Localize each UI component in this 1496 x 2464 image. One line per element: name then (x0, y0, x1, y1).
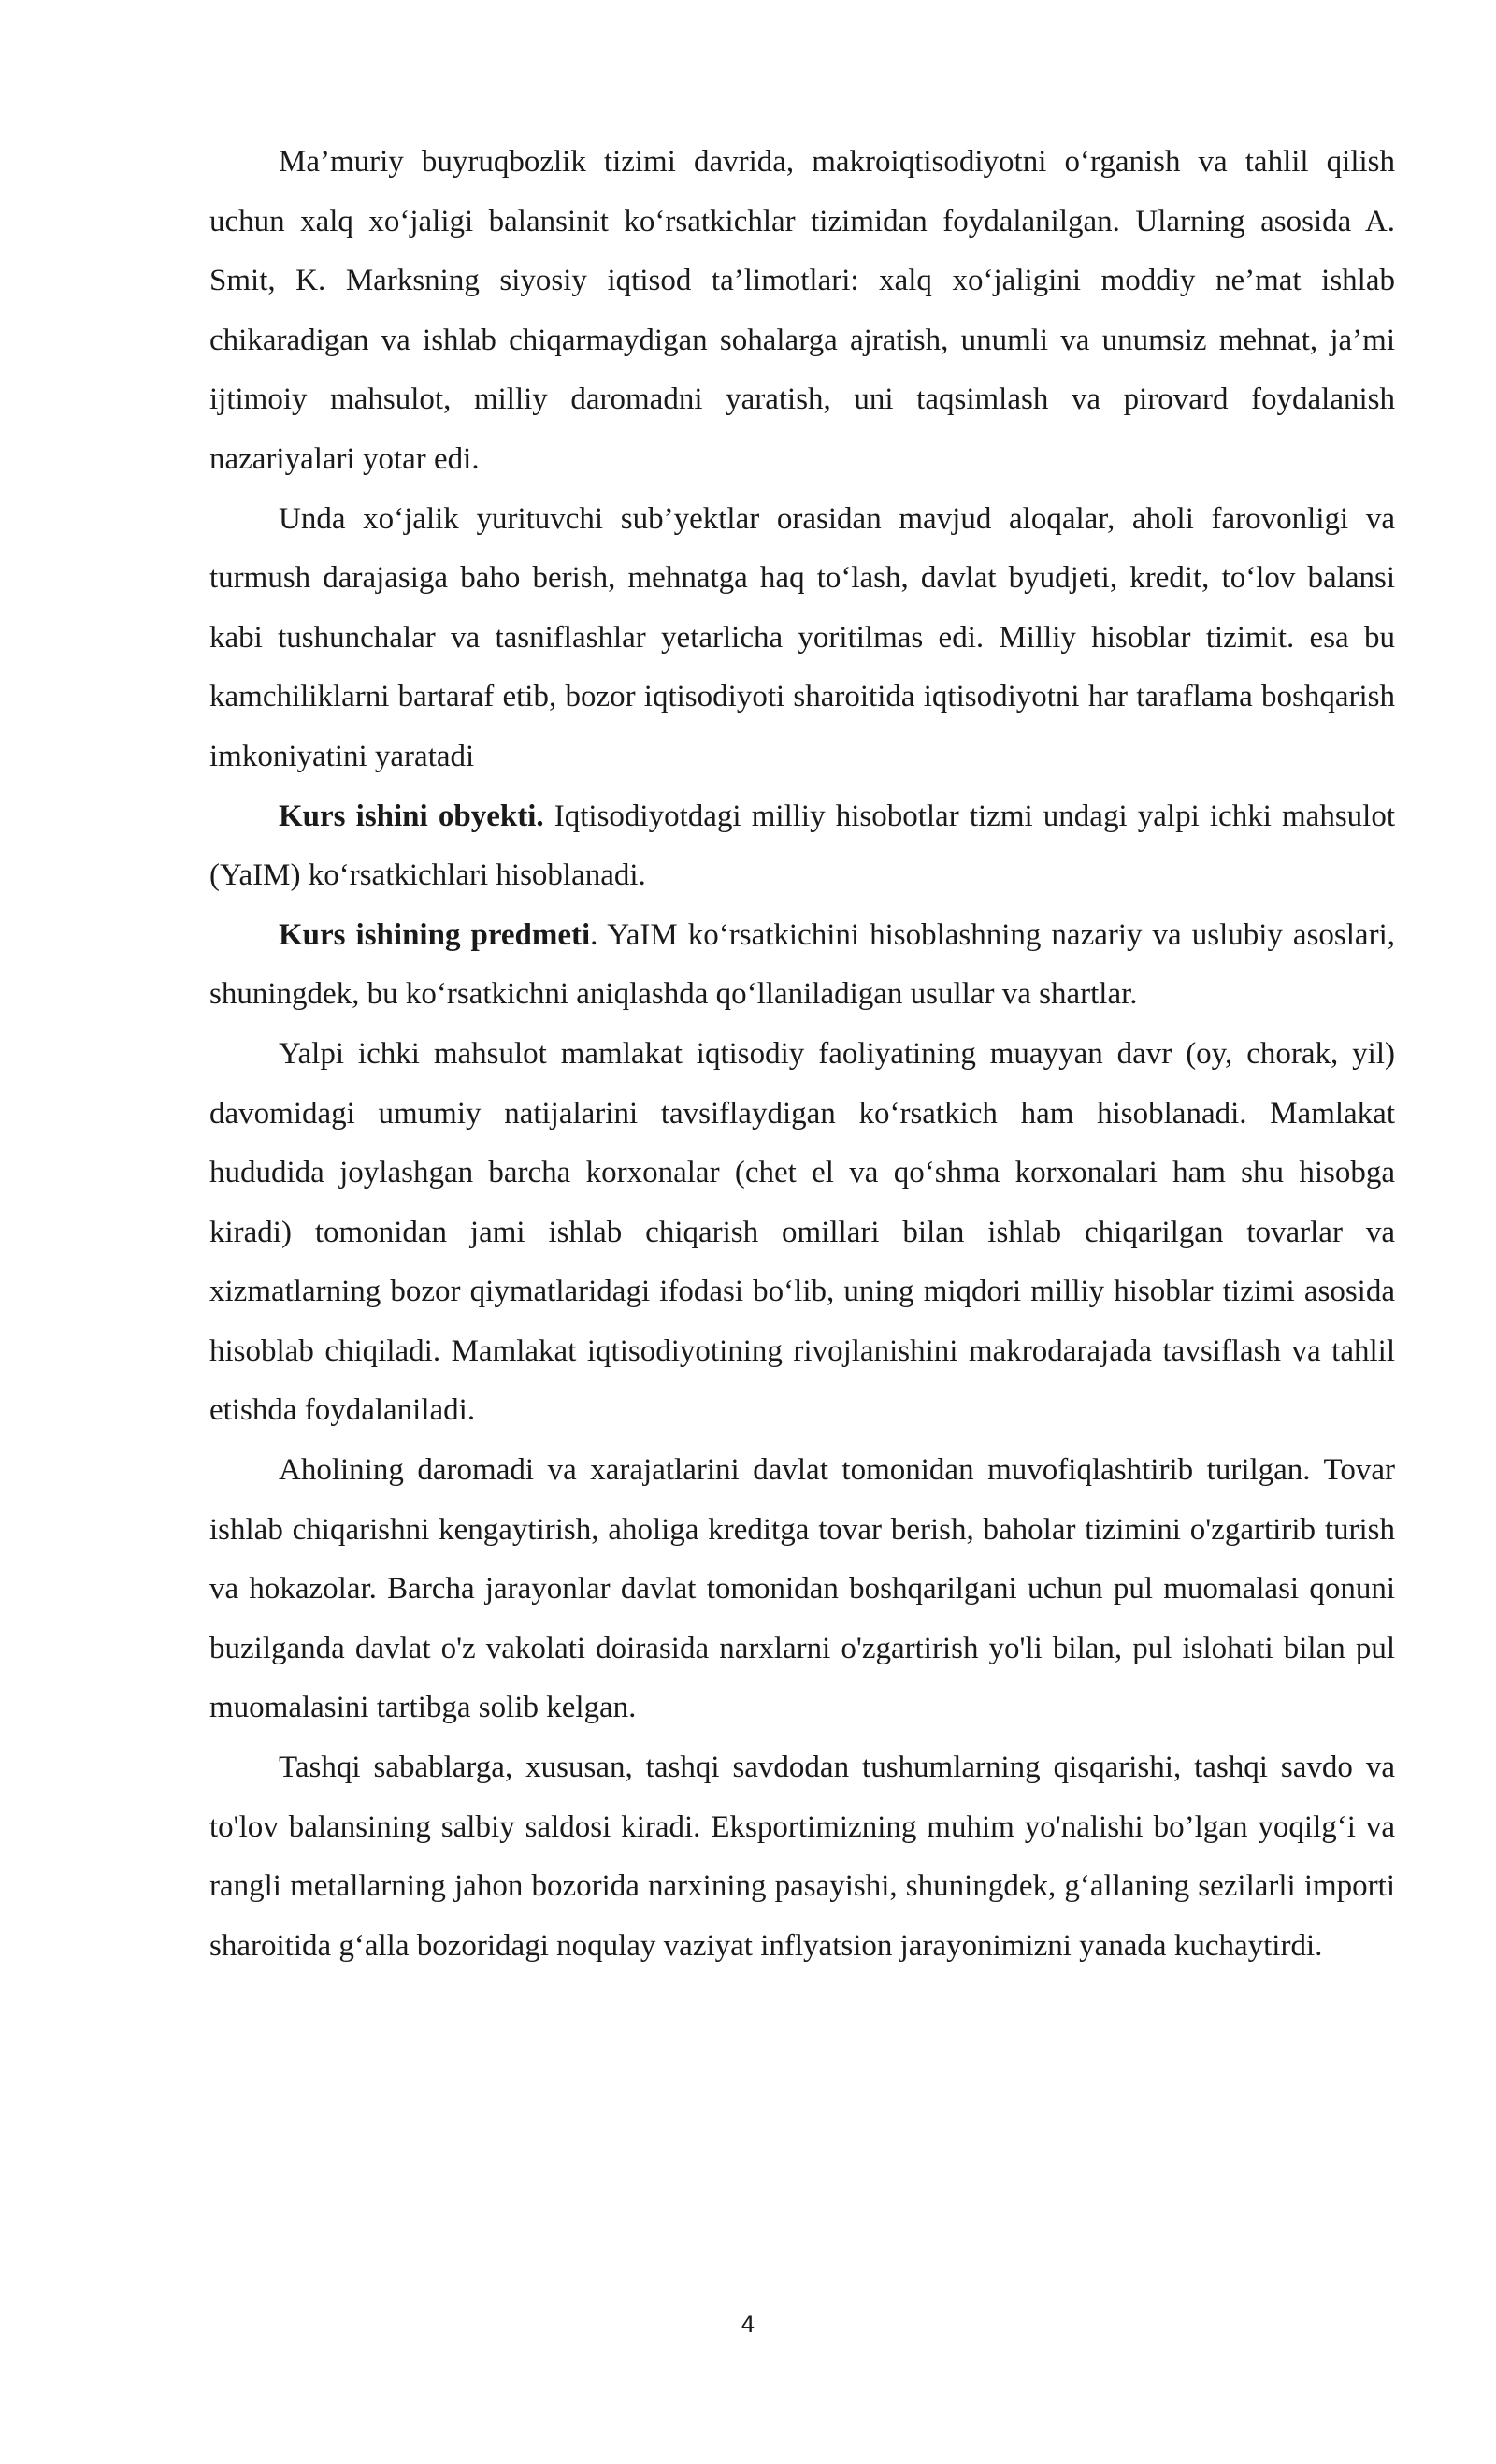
paragraph-text: Tashqi sabablarga, xususan, tashqi savdodan tushumlarning qisqarishi, tashqi savdo va to'lov balansining salbiy saldosi kiradi. Eksportimizning muhim yo'nalishi bo’lgan yoqilg‘i va rangli metallarning jahon bozorida narxining pasayishi, shuningdek, g‘allaning sezilarli importi sharoitida g‘alla bozoridagi noqulay vaziyat inflyatsion jarayonimizni yanada kuchaytirdi. (209, 1751, 1395, 1963)
paragraph-text: Iqtisodiyotdagi milliy hisobotlar tizmi undagi yalpi ichki mahsulot (YaIM) ko‘rsatkichlari hisoblanadi. (209, 799, 1396, 893)
paragraph-national-accounts (209, 490, 1395, 787)
paragraph-text: . YaIM ko‘rsatkichini hisoblashning nazariy va uslubiy asoslari, shuningdek, bu ko‘rsatkichni aniqlashda qo‘llaniladigan usullar va shartlar. (209, 917, 1395, 1012)
paragraph-external-causes (209, 1738, 1395, 1976)
paragraph-text: Yalpi ichki mahsulot mamlakat iqtisodiy faoliyatining muayyan davr (oy, chorak, yil) davomidagi umumiy natijalarini tavsiflaydigan ko‘rsatkich ham hisoblanadi. Mamlakat hududida joylashgan barcha korxonalar (chet el va qo‘shma korxonalari ham shu hisobga kiradi) tomonidan jami ishlab chiqarish omillari bilan ishlab chiqarilgan tovarlar va xizmatlarning bozor qiymatlaridagi ifodasi bo‘lib, uning miqdori milliy hisoblar tizimi asosida hisoblab chiqiladi. Mamlakat iqtisodiyotining rivojlanishini makrodarajada tavsiflash va tahlil etishda foydalaniladi. (209, 1036, 1395, 1428)
paragraph-income-expenses (209, 1441, 1395, 1738)
paragraph-text: Aholining daromadi va xarajatlarini davlat tomonidan muvofiqlashtirib turilgan. Tovar ishlab chiqarishni kengaytirish, aholiga kreditga tovar berish, baholar tizimini o'zgartirib turish va hokazolar. Barcha jarayonlar davlat tomonidan boshqarilgani uchun pul muomalasi qonuni buzilganda davlat o'z vakolati doirasida narxlarni o'zgartirish yo'li bilan, pul islohati bilan pul muomalasini tartibga solib kelgan. (209, 1453, 1395, 1725)
paragraph-heading: Kurs ishining predmeti (279, 917, 591, 952)
paragraph-administrative-system (209, 133, 1395, 490)
paragraph-text: Unda xo‘jalik yurituvchi sub’yektlar orasidan mavjud aloqalar, aholi farovonligi va turmush darajasiga baho berish, mehnatga haq to‘lash, davlat byudjeti, kredit, to‘lov balansi kabi tushunchalar va tasniflashlar yetarlicha yoritilmas edi. Milliy hisoblar tizimit. esa bu kamchiliklarni bartaraf etib, bozor iqtisodiyoti sharoitida iqtisodiyotni har taraflama boshqarish imkoniyatini yaratadi (209, 501, 1395, 773)
paragraph-course-subject (209, 906, 1395, 1025)
paragraph-heading: Kurs ishini obyekti. (279, 799, 544, 833)
page-number: 4 (741, 2312, 755, 2338)
paragraph-course-object (209, 787, 1395, 906)
paragraph-gdp-definition (209, 1025, 1395, 1441)
paragraph-text: Ma’muriy buyruqbozlik tizimi davrida, makroiqtisodiyotni o‘rganish va tahlil qilish uchun xalq xo‘jaligi balansinit ko‘rsatkichlar tizimidan foydalanilgan. Ularning asosida A. Smit, K. Marksning siyosiy iqtisod ta’limotlari: xalq xo‘jaligini moddiy ne’mat ishlab chikaradigan va ishlab chiqarmaydigan sohalarga ajratish, unumli va unumsiz mehnat, ja’mi ijtimoiy mahsulot, milliy daromadni yaratish, uni taqsimlash va pirovard foydalanish nazariyalari yotar edi. (209, 145, 1395, 476)
document-body (209, 133, 1395, 1976)
